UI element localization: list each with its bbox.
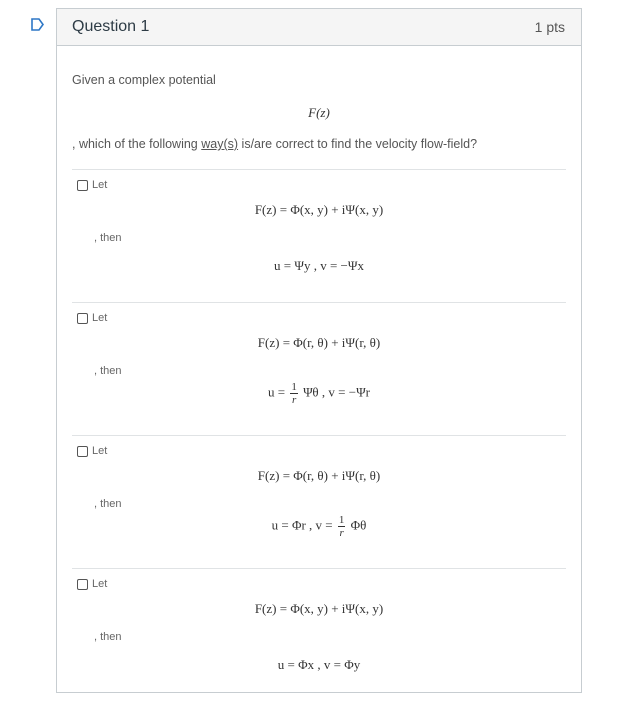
answer-checkbox-1[interactable] xyxy=(77,179,107,191)
checkbox-icon[interactable] xyxy=(77,180,88,191)
potential-expression: F(z) xyxy=(308,105,330,120)
answer-4-velocity: u = Φx , v = Φy xyxy=(277,657,361,672)
question-card xyxy=(56,8,582,693)
answer-option-4 xyxy=(72,569,566,702)
then-label: , then xyxy=(94,232,122,244)
question-body xyxy=(57,73,581,702)
flag-question-icon[interactable] xyxy=(31,18,44,31)
answer-option-2 xyxy=(72,303,566,436)
answer-option-3 xyxy=(72,436,566,569)
then-label: , then xyxy=(94,498,122,510)
let-label: Let xyxy=(92,445,108,457)
question-intro: Given a complex potential xyxy=(72,73,216,87)
let-label: Let xyxy=(92,312,108,324)
answer-checkbox-2[interactable] xyxy=(77,312,107,324)
answer-checkbox-3[interactable] xyxy=(77,445,107,457)
answer-1-velocity: u = Ψy , v = −Ψx xyxy=(274,258,364,273)
question-prompt: , which of the following way(s) is/are correct to find the velocity flow-field? xyxy=(72,137,478,151)
answer-1-potential: F(z) = Φ(x, y) + iΨ(x, y) xyxy=(254,202,384,217)
question-title: Question 1 xyxy=(72,18,150,35)
ways-link: way(s) xyxy=(201,137,239,151)
let-label: Let xyxy=(92,578,108,590)
checkbox-icon[interactable] xyxy=(77,446,88,457)
answer-4-potential: F(z) = Φ(x, y) + iΨ(x, y) xyxy=(254,601,384,616)
question-points: 1 pts xyxy=(534,19,565,35)
then-label: , then xyxy=(94,631,122,643)
answer-2-velocity: u = $\frac{1}{r}$ Ψθ , v = −Ψr xyxy=(267,381,370,406)
let-label: Let xyxy=(92,179,108,191)
answer-3-velocity: u = Φr , v = $\frac{1}{r}$ Φθ xyxy=(271,514,367,539)
checkbox-icon[interactable] xyxy=(77,579,88,590)
answer-3-potential: F(z) = Φ(r, θ) + iΨ(r, θ) xyxy=(257,468,381,483)
question-header xyxy=(57,9,581,46)
answer-2-potential: F(z) = Φ(r, θ) + iΨ(r, θ) xyxy=(257,335,381,350)
then-label: , then xyxy=(94,365,122,377)
answer-checkbox-4[interactable] xyxy=(77,578,107,590)
answer-option-1 xyxy=(72,170,566,303)
checkbox-icon[interactable] xyxy=(77,313,88,324)
